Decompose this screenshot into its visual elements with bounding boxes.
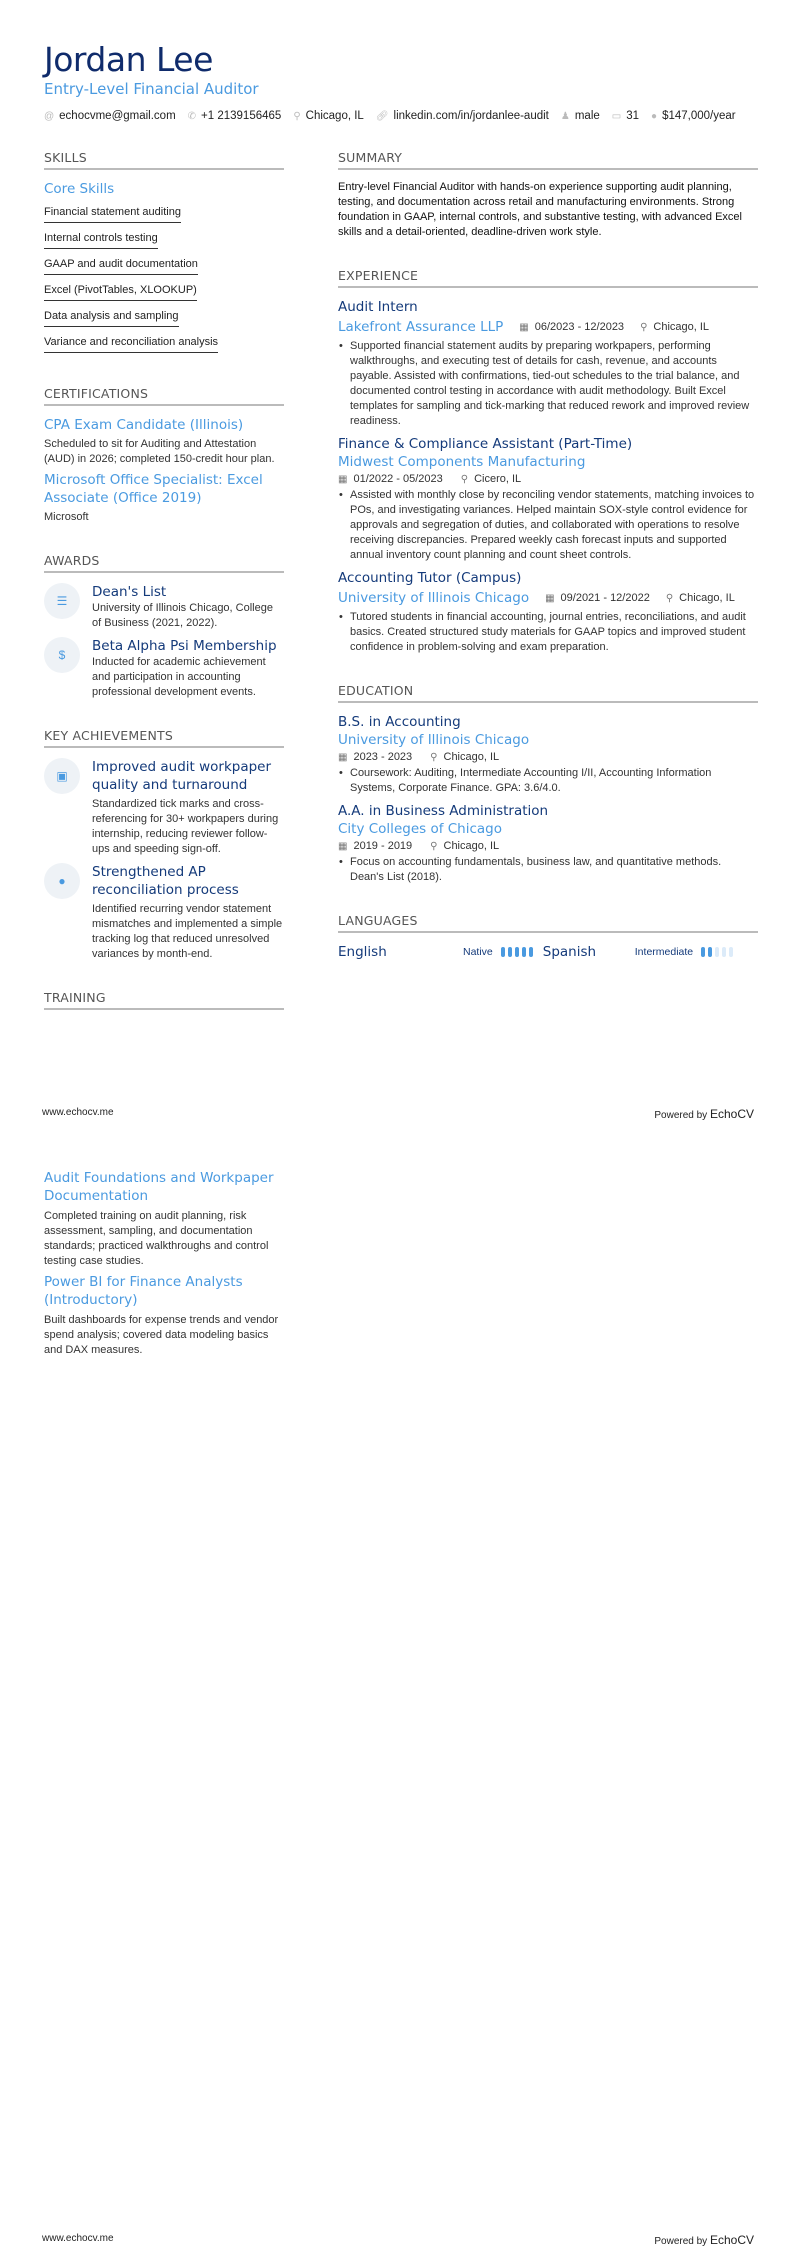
job-location: Cicero, IL [474, 473, 522, 485]
right-column [338, 150, 758, 961]
school: City Colleges of Chicago [338, 821, 503, 837]
job-dates: 01/2022 - 05/2023 [353, 473, 443, 485]
languages-section [338, 913, 758, 961]
achievement-desc: Standardized tick marks and cross-referencing for 30+ workpapers during internship, reducing reviewer follow-ups and speeding sign-off. [92, 798, 279, 855]
contact-linkedin[interactable]: 🔗︎ linkedin.com/in/jordanlee-audit [375, 110, 549, 122]
at-icon: @ [44, 110, 55, 122]
phone-icon: ✆ [187, 110, 197, 122]
award-item [44, 637, 284, 700]
skill-item: Financial statement auditing [44, 203, 181, 223]
job-bullet: • Supported financial statement audits by preparing workpapers, performing walkthroughs, and executing test of details for cash, revenue, and accounts payable. Assisted with confirmations, tied-out schedules to the trial balance, and documented control testing in accordance with audit methodology. Built Excel templates for sampling and tick-marking that reduced rework and improved review readiness. [338, 339, 758, 429]
education-item [338, 802, 758, 885]
achievement-item [44, 863, 284, 962]
left-column [44, 150, 284, 1020]
footer-powered: Powered by EchoCV [654, 1107, 754, 1121]
edu-dates: 2019 - 2019 [353, 840, 413, 852]
rating-dot [501, 947, 505, 957]
rating-dot [515, 947, 519, 957]
language-rating [501, 947, 533, 957]
experience-item [338, 298, 758, 429]
person-icon: ♟ [560, 110, 570, 122]
achievement-desc: Identified recurring vendor statement mismatches and implemented a simple tracking log that reduced unresolved variances by month-end. [92, 903, 283, 960]
language-name: Spanish [542, 944, 597, 960]
language-rating [701, 947, 733, 957]
summary-section [338, 150, 758, 240]
company-name: Midwest Components Manufacturing [338, 454, 586, 470]
job-dates: 09/2021 - 12/2022 [560, 592, 650, 604]
footer-brand: EchoCV [709, 1107, 754, 1121]
section-heading: EXPERIENCE [338, 268, 758, 288]
contact-location: ⚲ Chicago, IL [293, 110, 364, 122]
calendar-icon: ▦ [338, 473, 348, 485]
certifications-section [44, 386, 284, 525]
skill-item: Variance and reconciliation analysis [44, 333, 218, 353]
education-item [338, 713, 758, 796]
company-name: Lakefront Assurance LLP [338, 319, 504, 335]
achievement-title: Improved audit workpaper quality and turnaround [92, 759, 272, 793]
location-icon: ⚲ [460, 473, 469, 485]
training-continued [44, 1169, 289, 1358]
job-dates: 06/2023 - 12/2023 [534, 321, 625, 333]
contact-age: ▭ 31 [611, 110, 640, 122]
section-heading: AWARDS [44, 553, 284, 573]
rating-dot [529, 947, 533, 957]
degree: A.A. in Business Administration [338, 803, 549, 819]
section-heading: SUMMARY [338, 150, 758, 170]
edu-dates: 2023 - 2023 [353, 751, 413, 763]
footer-site-link[interactable]: www.echocv.me [42, 2233, 114, 2244]
job-role: Audit Intern [338, 299, 418, 315]
terminal-icon: ▣ [44, 758, 80, 794]
footer-site-link[interactable]: www.echocv.me [42, 1107, 114, 1118]
cert-desc: Scheduled to sit for Auditing and Attestation (AUD) in 2026; completed 150-credit hour plan. [44, 438, 275, 465]
training-desc: Built dashboards for expense trends and vendor spend analysis; covered data modeling basics and DAX measures. [44, 1314, 279, 1356]
candidate-name: Jordan Lee [44, 40, 213, 79]
language-level: Native [463, 946, 493, 958]
experience-item [338, 569, 758, 655]
job-role: Accounting Tutor (Campus) [338, 570, 522, 586]
skill-group-title: Core Skills [44, 181, 115, 197]
training-desc: Completed training on audit planning, risk assessment, sampling, and documentation standards; practiced walkthroughs and control testing case studies. [44, 1210, 269, 1267]
training-title: Power BI for Finance Analysts (Introductory) [44, 1274, 243, 1308]
cert-title: Microsoft Office Specialist: Excel Associate (Office 2019) [44, 472, 263, 506]
degree: B.S. in Accounting [338, 714, 461, 730]
section-heading: KEY ACHIEVEMENTS [44, 728, 284, 748]
location-icon: ⚲ [430, 751, 438, 763]
training-title: Audit Foundations and Workpaper Documentation [44, 1170, 274, 1204]
job-title: Entry-Level Financial Auditor [44, 80, 259, 98]
skill-item: Internal controls testing [44, 229, 158, 249]
location-icon: ⚲ [293, 110, 301, 122]
job-location: Chicago, IL [679, 592, 735, 604]
calendar-icon: ▦ [519, 321, 529, 333]
award-title: Dean's List [92, 584, 167, 600]
award-title: Beta Alpha Psi Membership [92, 638, 277, 654]
school: University of Illinois Chicago [338, 732, 530, 748]
cert-title: CPA Exam Candidate (Illinois) [44, 417, 244, 433]
achievement-title: Strengthened AP reconciliation process [92, 864, 239, 898]
job-location: Chicago, IL [653, 321, 710, 333]
company-name: University of Illinois Chicago [338, 590, 530, 606]
rating-dot [708, 947, 712, 957]
dollar-icon: $ [44, 637, 80, 673]
skills-section [44, 150, 284, 358]
link-icon: 🔗︎ [375, 110, 389, 122]
dollar-icon: ● [651, 110, 658, 122]
skill-item: GAAP and audit documentation [44, 255, 198, 275]
calendar-icon: ▦ [338, 840, 348, 852]
footer-brand: EchoCV [709, 2233, 754, 2246]
achievements-section [44, 728, 284, 962]
edu-location: Chicago, IL [443, 751, 500, 763]
education-section [338, 683, 758, 885]
page-footer [42, 2233, 754, 2246]
calendar-icon: ▦ [338, 751, 348, 763]
calendar-icon: ▭ [611, 110, 622, 122]
location-icon: ⚲ [665, 592, 674, 604]
award-desc: University of Illinois Chicago, College of Business (2021, 2022). [92, 602, 273, 629]
contact-phone[interactable]: ✆ +1 2139156465 [187, 110, 282, 122]
achievement-item [44, 758, 284, 857]
section-heading: EDUCATION [338, 683, 758, 703]
location-icon: ⚲ [430, 840, 438, 852]
rating-dot [508, 947, 512, 957]
contact-email[interactable]: @ echocvme@gmail.com [44, 110, 176, 122]
rating-dot [701, 947, 705, 957]
edu-bullet: • Coursework: Auditing, Intermediate Accounting I/II, Accounting Information Systems, Corporate Finance. GPA: 3.6/4.0. [338, 766, 758, 796]
chat-icon: ● [44, 863, 80, 899]
award-item [44, 583, 284, 631]
rating-dot [722, 947, 726, 957]
section-heading: CERTIFICATIONS [44, 386, 284, 406]
job-bullet: • Tutored students in financial accounting, journal entries, reconciliations, and audit basics. Created structured study materials for GAAP topics and improved student confidence in problem-solving and exam preparation. [338, 610, 758, 655]
edu-location: Chicago, IL [443, 840, 500, 852]
language-level: Intermediate [634, 946, 694, 958]
skill-item: Excel (PivotTables, XLOOKUP) [44, 281, 197, 301]
rating-dot [729, 947, 733, 957]
experience-item [338, 435, 758, 563]
section-heading: SKILLS [44, 150, 284, 170]
section-heading: LANGUAGES [338, 913, 758, 933]
location-icon: ⚲ [640, 321, 648, 333]
languages-row [338, 943, 758, 961]
summary-text: Entry-level Financial Auditor with hands-on experience supporting audit planning, testing, and documentation across retail and manufacturing environments. Strong foundation in GAAP, internal controls, and substantive testing, with advanced Excel skills and a detail-oriented, deadline-driven work style. [338, 181, 742, 238]
page-footer [42, 1107, 754, 1121]
contact-gender: ♟ male [560, 110, 600, 122]
job-role: Finance & Compliance Assistant (Part-Time) [338, 436, 633, 452]
cert-desc: Microsoft [44, 511, 89, 523]
contact-bar [44, 110, 736, 122]
skill-item: Data analysis and sampling [44, 307, 179, 327]
list-icon: ☰ [44, 583, 80, 619]
rating-dot [522, 947, 526, 957]
page-2 [0, 1123, 794, 2246]
rating-dot [715, 947, 719, 957]
footer-powered: Powered by EchoCV [654, 2233, 754, 2246]
section-heading: TRAINING [44, 990, 284, 1010]
awards-section [44, 553, 284, 700]
calendar-icon: ▦ [545, 592, 555, 604]
language-name: English [338, 944, 387, 960]
job-bullet: • Assisted with monthly close by reconciling vendor statements, matching invoices to POs, and investigating variances. Helped maintain SOX-style control evidence for approvals and segregation of duties, and collaborated with operations to resolve receiving discrepancies. Prepared weekly cash forecast inputs and supported annual inventory count planning and count sheet controls. [338, 488, 758, 563]
training-section [44, 990, 284, 1010]
award-desc: Inducted for academic achievement and participation in accounting professional development events. [92, 656, 266, 698]
experience-section [338, 268, 758, 655]
edu-bullet: • Focus on accounting fundamentals, business law, and quantitative methods. Dean's List (2018). [338, 855, 758, 885]
contact-salary: ● $147,000/year [651, 110, 736, 122]
